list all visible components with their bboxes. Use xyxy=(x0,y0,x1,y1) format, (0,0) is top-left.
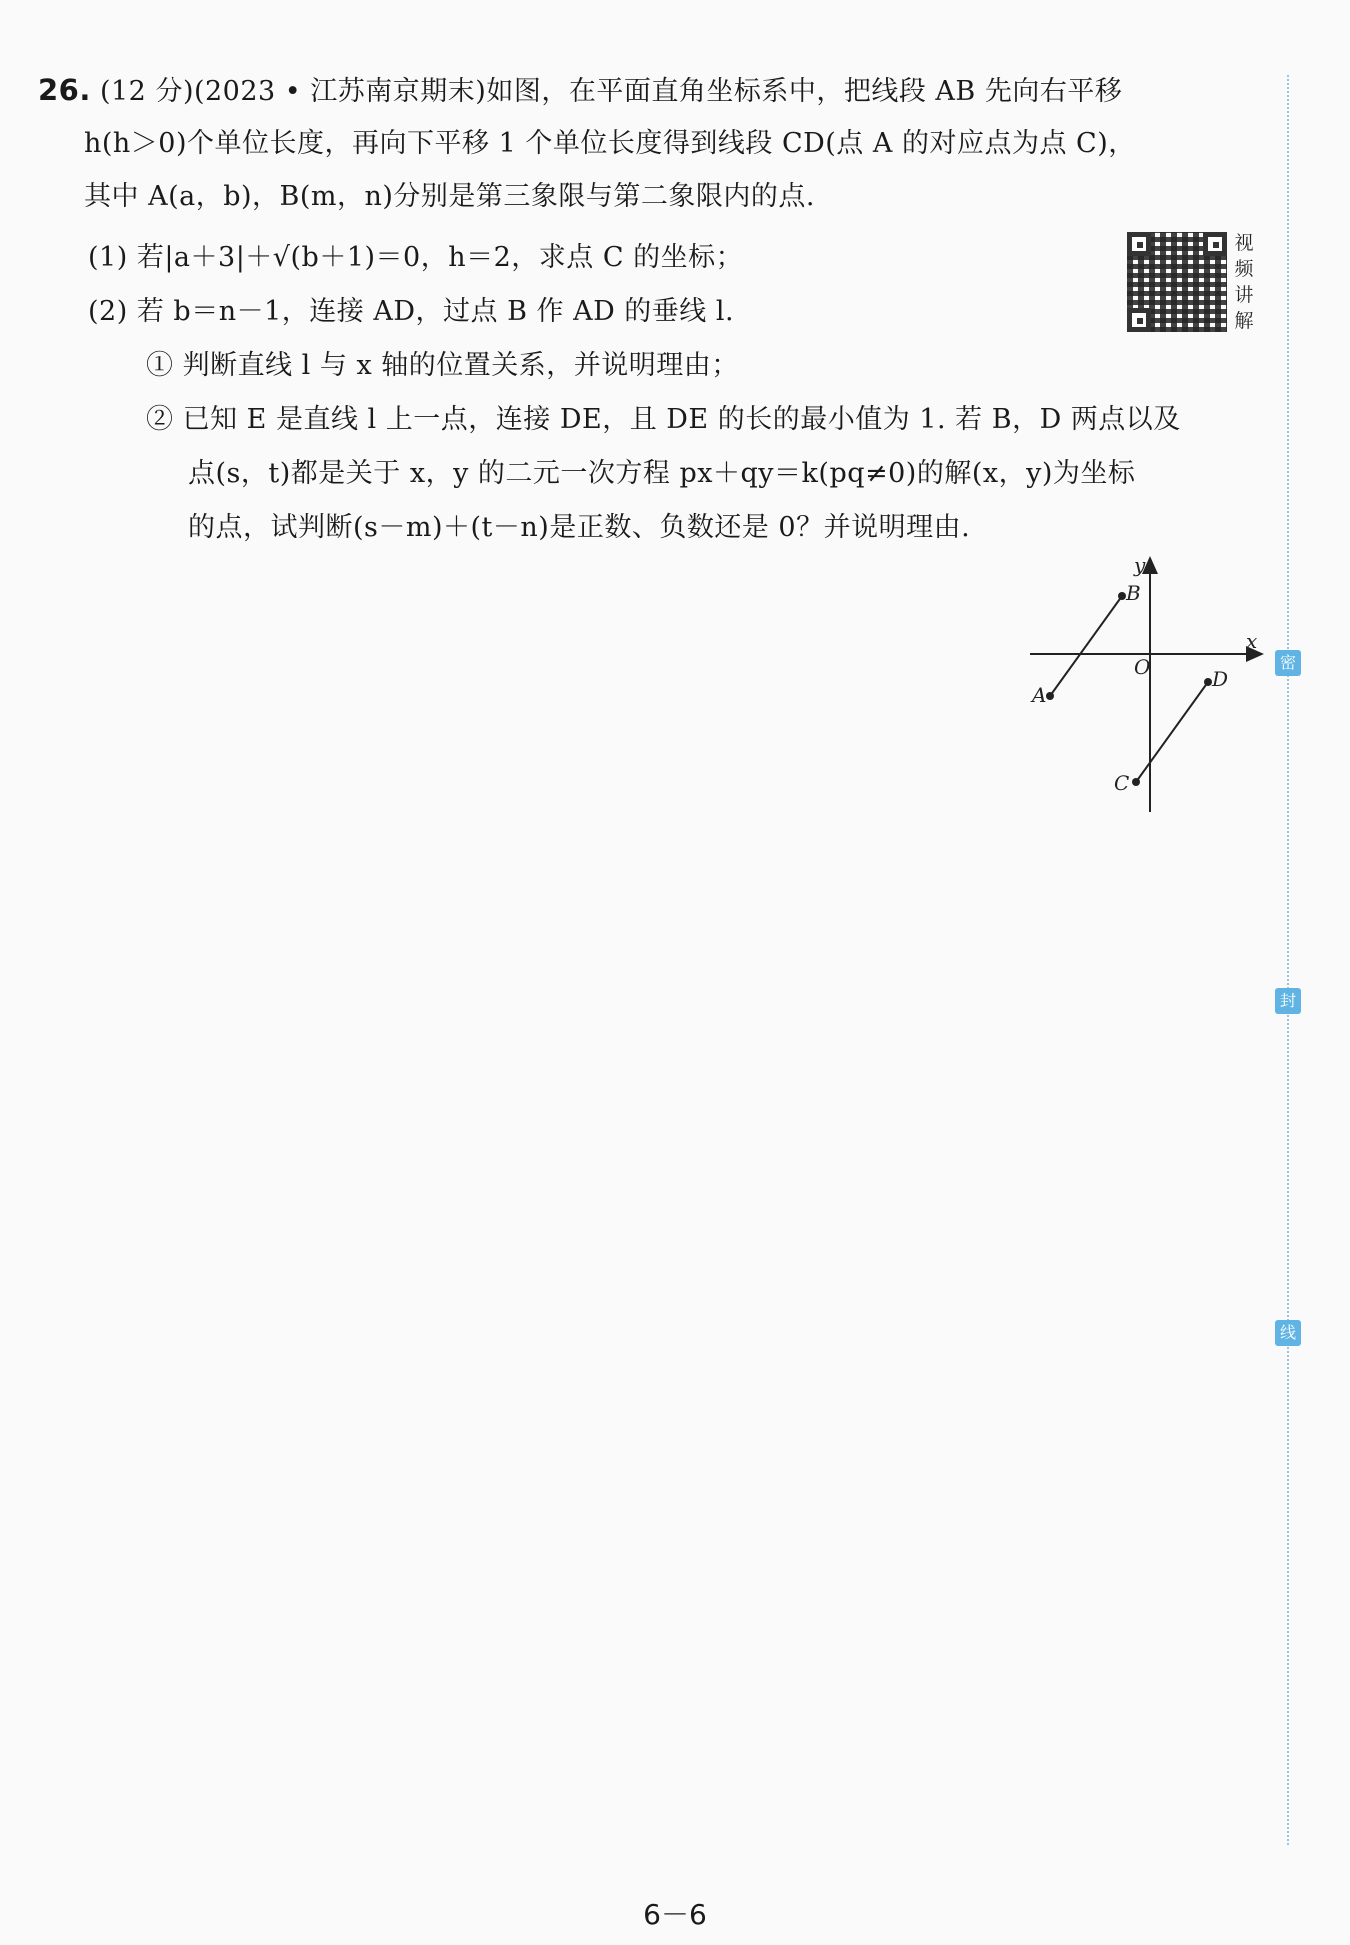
point-a xyxy=(1046,692,1054,700)
coordinate-figure xyxy=(1010,550,1270,820)
point-c xyxy=(1132,778,1140,786)
qr-finder-bottom-left xyxy=(1127,308,1151,332)
question-header-line xyxy=(38,70,1122,112)
point-d xyxy=(1204,678,1212,686)
qr-label-char: 视 xyxy=(1234,232,1254,254)
segment-ab xyxy=(1050,596,1122,696)
question-number: 26. xyxy=(38,73,91,107)
margin-tag-xian: 线 xyxy=(1275,1320,1301,1346)
point-d-label: D xyxy=(1212,667,1229,691)
qr-label-char: 频 xyxy=(1234,258,1254,280)
question-stem-line-3: 其中 A(a，b)，B(m，n)分别是第三象限与第二象限内的点. xyxy=(84,181,816,212)
qr-finder-top-right xyxy=(1203,232,1227,256)
sub-question-2-line-3: 的点，试判断(s－m)＋(t－n)是正数、负数还是 0？并说明理由. xyxy=(188,512,971,543)
qr-label-char: 讲 xyxy=(1234,284,1254,306)
point-b xyxy=(1118,592,1126,600)
segment-cd xyxy=(1136,682,1208,782)
video-explanation-label xyxy=(1232,230,1256,334)
point-a-label: A xyxy=(1032,683,1047,707)
binding-margin-line xyxy=(1287,75,1289,1845)
qr-finder-top-left xyxy=(1127,232,1151,256)
point-b-label: B xyxy=(1126,581,1141,605)
video-qr-code[interactable] xyxy=(1127,232,1227,332)
sub-question-2-line-1: ② 已知 E 是直线 l 上一点，连接 DE，且 DE 的长的最小值为 1. 若 B，D 两点以及 xyxy=(146,404,1181,435)
x-axis-label: x xyxy=(1246,629,1258,653)
page-number: 6－6 xyxy=(643,1898,707,1931)
y-axis-label: y xyxy=(1134,553,1146,577)
margin-tag-mi: 密 xyxy=(1275,650,1301,676)
part-2-text: (2) 若 b＝n－1，连接 AD，过点 B 作 AD 的垂线 l. xyxy=(88,296,735,327)
point-c-label: C xyxy=(1114,771,1130,795)
margin-tag-feng: 封 xyxy=(1275,988,1301,1014)
sub-question-1-text: ① 判断直线 l 与 x 轴的位置关系，并说明理由； xyxy=(146,350,739,381)
qr-label-char: 解 xyxy=(1234,310,1254,332)
part-1-text: (1) 若|a＋3|＋√(b＋1)＝0，h＝2，求点 C 的坐标； xyxy=(88,242,744,273)
question-stem-line-2: h(h＞0)个单位长度，再向下平移 1 个单位长度得到线段 CD(点 A 的对应点为点 C)， xyxy=(84,128,1136,159)
question-stem-line-1: (12 分)(2023 • 江苏南京期末)如图，在平面直角坐标系中，把线段 AB 先向右平移 xyxy=(99,76,1123,107)
origin-label: O xyxy=(1134,655,1151,679)
sub-question-2-line-2: 点(s，t)都是关于 x，y 的二元一次方程 px＋qy＝k(pq≠0)的解(x，y)为坐标 xyxy=(188,458,1136,489)
